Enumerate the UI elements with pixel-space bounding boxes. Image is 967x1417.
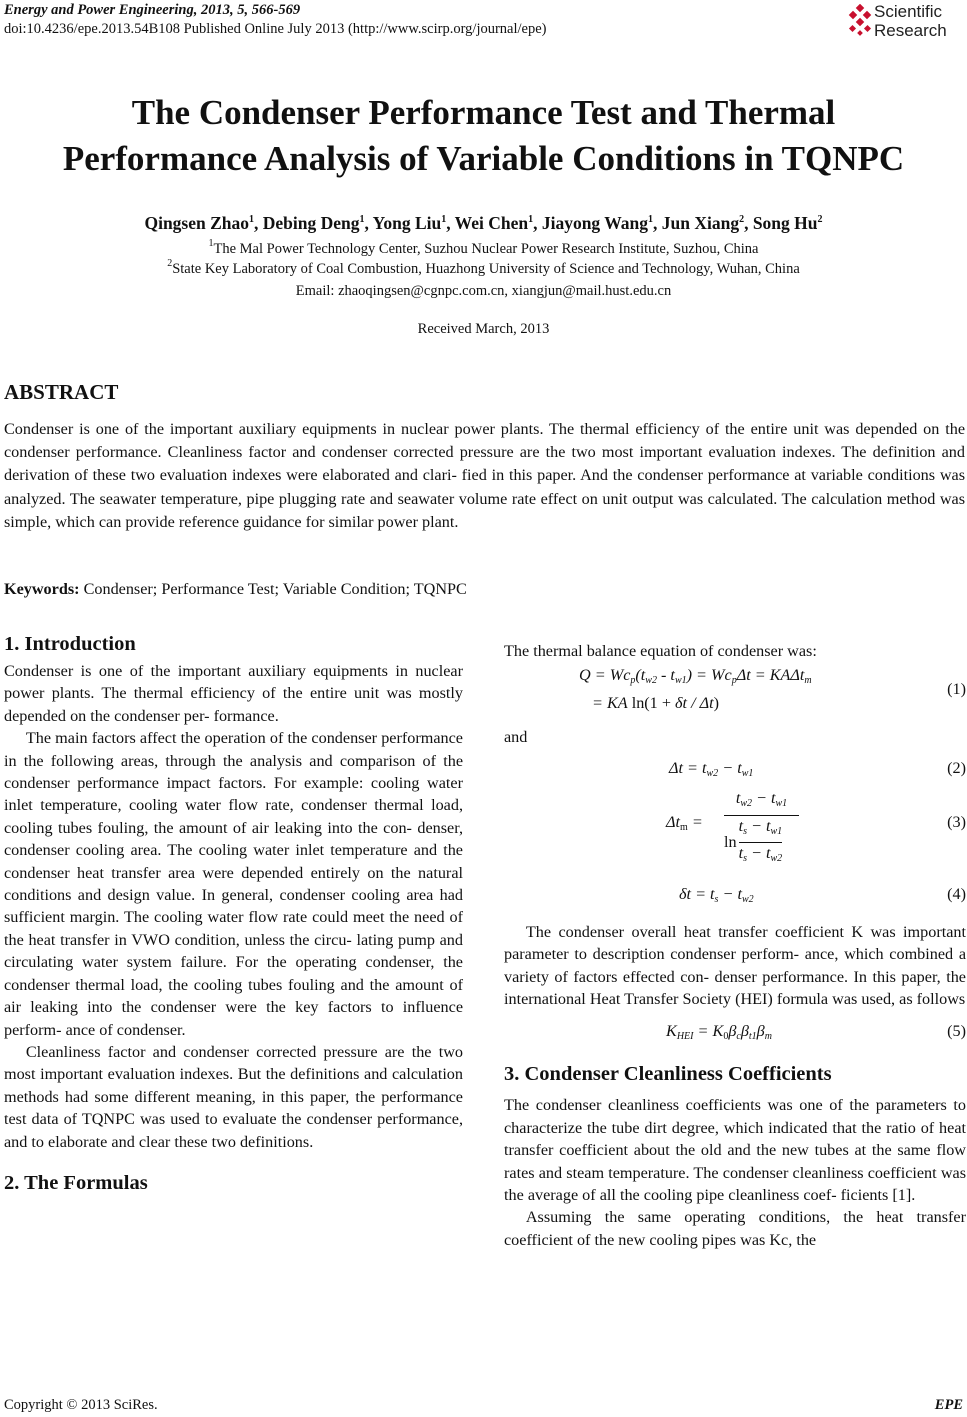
heat-transfer-paragraph: The condenser overall heat transfer coefficient K was important parameter to description condenser perform- ance, which combined a variety of factors effected con- denser performance. In this paper, the international Heat Transfer Society (HEI) formula was used, as follows: [504, 922, 966, 1009]
equation-1: $Q = Wc_p(t_{w2} - t_{w1}) = Wc_p\Delta t = KA\Delta t_m$ = KA ln(1 + δt / Δt) (1): [579, 666, 966, 713]
author: Wei Chen$^1$: [454, 213, 534, 233]
assuming-paragraph: Assuming the same operating conditions, the heat transfer coefficient of the new cooling pipes was Kc, the: [504, 1208, 966, 1249]
equation-2: $\Delta t = t_{w2} - t_{w1}$ (2): [669, 758, 966, 779]
right-column: [504, 640, 966, 1251]
abstract-text: Condenser is one of the important auxiliary equipments in nuclear power plants. The thermal efficiency of the entire unit was depended on the condenser performance. Cleanliness factor and condenser corrected pressure are the two most important evaluation indexes. The definition and derivation of these two evaluation indexes were elaborated and clari- fied in this paper. And the condenser performance at variable conditions was analyzed. The seawater temperature, pipe plugging rate and seawater volume rate effect on unit output was calculated. The calculation method was simple, which can provide reference guidance for similar power plant.: [4, 420, 965, 531]
scirp-flower-icon: [848, 4, 872, 38]
section-heading-cleanliness: 3. Condenser Cleanliness Coefficients: [504, 1063, 832, 1086]
equation-number: (3): [947, 812, 966, 831]
thermal-balance-intro: The thermal balance equation of condenser was:: [504, 642, 817, 660]
doi-line: doi:10.4236/epe.2013.54B108 Published Online July 2013 (http://www.scirp.org/journal/epe): [4, 21, 547, 37]
logo-line1: Scientific: [874, 2, 943, 21]
intro-paragraph-2: The main factors affect the operation of the condenser performance in the following areas, through the analysis and comparison of the condenser performance impact factors. For example: cooling water inlet temperature, cooling water flow rate, condenser thermal load, cooling tubes fouling, the amount of air leaking into the con- denser, condenser cooling area. The cooling water inlet temperature and the condenser heat transfer area were depended entirely on the natural conditions and design value. In general, condenser cooling area had sufficient margin. The cooling water flow rate could meet the need of the heat transfer in VWO condition, unless the circu- lating pump and circulating water system failure. For the operating condenser, the condenser thermal load, the cooling tubes fouling and the amount of air leaking into the condenser were the key factors to influence perform- ance of condenser.: [4, 729, 463, 1039]
author: Jiayong Wang$^1$: [541, 213, 653, 233]
publisher-logo: [848, 2, 966, 42]
abstract-heading: ABSTRACT: [4, 380, 119, 404]
intro-paragraph-3: Cleanliness factor and condenser corrected pressure are the two most important evaluation indexes. But the definitions and calculation methods had some different meaning, in this paper, the performance test data of TQNPC was used to evaluate the condenser performance, and to elaborate and clear these two definitions.: [4, 1042, 463, 1151]
author: Debing Deng$^1$: [262, 213, 365, 233]
equation-number: (2): [947, 758, 966, 777]
paper-title: [0, 90, 967, 182]
journal-citation: [4, 2, 300, 19]
equation-number: (1): [947, 680, 966, 699]
logo-wordmark: [874, 2, 947, 40]
title-line2: Performance Analysis of Variable Conditions in TQNPC: [62, 139, 905, 178]
title-line1: The Condenser Performance Test and Thermal: [131, 93, 836, 132]
keywords-label: Keywords:: [4, 580, 80, 598]
footer-journal-abbr: EPE: [934, 1397, 963, 1413]
equation-number: (5): [947, 1022, 966, 1041]
author: Qingsen Zhao$^1$: [144, 213, 255, 233]
equation-4: $\delta t = t_s - t_{w2}$ (4): [679, 884, 966, 905]
keywords-text: Condenser; Performance Test; Variable Condition; TQNPC: [79, 580, 467, 598]
intro-paragraph-1: Condenser is one of the important auxiliary equipments in nuclear power plants. The thermal efficiency of the entire unit was mostly depended on the condenser per- formance.: [4, 662, 463, 725]
author: Song Hu$^2$: [752, 213, 823, 233]
section-heading-introduction: 1. Introduction: [4, 633, 136, 655]
footer-copyright: Copyright © 2013 SciRes.: [4, 1397, 158, 1413]
journal-details: , 2013, 5, 566-569: [193, 2, 301, 18]
cleanliness-paragraph: The condenser cleanliness coefficients was one of the parameters to characterize the tube dirt degree, which indicated that the ratio of heat transfer coefficient about the old and the new tubes at the same flow rates and steam temperature. The condenser cleanliness coefficient was the average of all the cooling pipe cleanliness coef- ficients [1].: [504, 1096, 966, 1205]
logo-line2: Research: [874, 21, 947, 40]
left-column: [4, 630, 463, 1197]
affiliation-1: $^1$The Mal Power Technology Center, Suzhou Nuclear Power Research Institute, Suzhou, China: [208, 238, 759, 257]
author-list: Qingsen Zhao$^1$, Debing Deng$^1$, Yong Liu$^1$, Wei Chen$^1$, Jiayong Wang$^1$, Jun Xiang$^2$, Song Hu$^2$: [144, 213, 823, 233]
author-emails: Email: zhaoqingsen@cgnpc.com.cn, xiangjun@mail.hust.edu.cn: [295, 283, 672, 299]
and-text: and: [504, 728, 528, 747]
keywords: [4, 580, 467, 599]
affiliation-2: $^2$State Key Laboratory of Coal Combustion, Huazhong University of Science and Technology, Wuhan, China: [167, 258, 800, 277]
section-heading-formulas: 2. The Formulas: [4, 1171, 148, 1194]
received-date: Received March, 2013: [417, 321, 550, 337]
author: Yong Liu$^1$: [372, 213, 447, 233]
journal-name: Energy and Power Engineering: [4, 2, 194, 18]
author: Jun Xiang$^2$: [661, 213, 745, 233]
equation-number: (4): [947, 884, 966, 903]
equation-5: $K_{HEI} = K_0\beta_c\beta_{t1}\beta_m$ (5): [666, 1022, 966, 1043]
equation-3: $\Delta t_m$ = $t_{w2} - t_{w1}$ ln $t_s - t_{w1}$ $t_s - t_{w2}$ (3): [666, 788, 966, 864]
